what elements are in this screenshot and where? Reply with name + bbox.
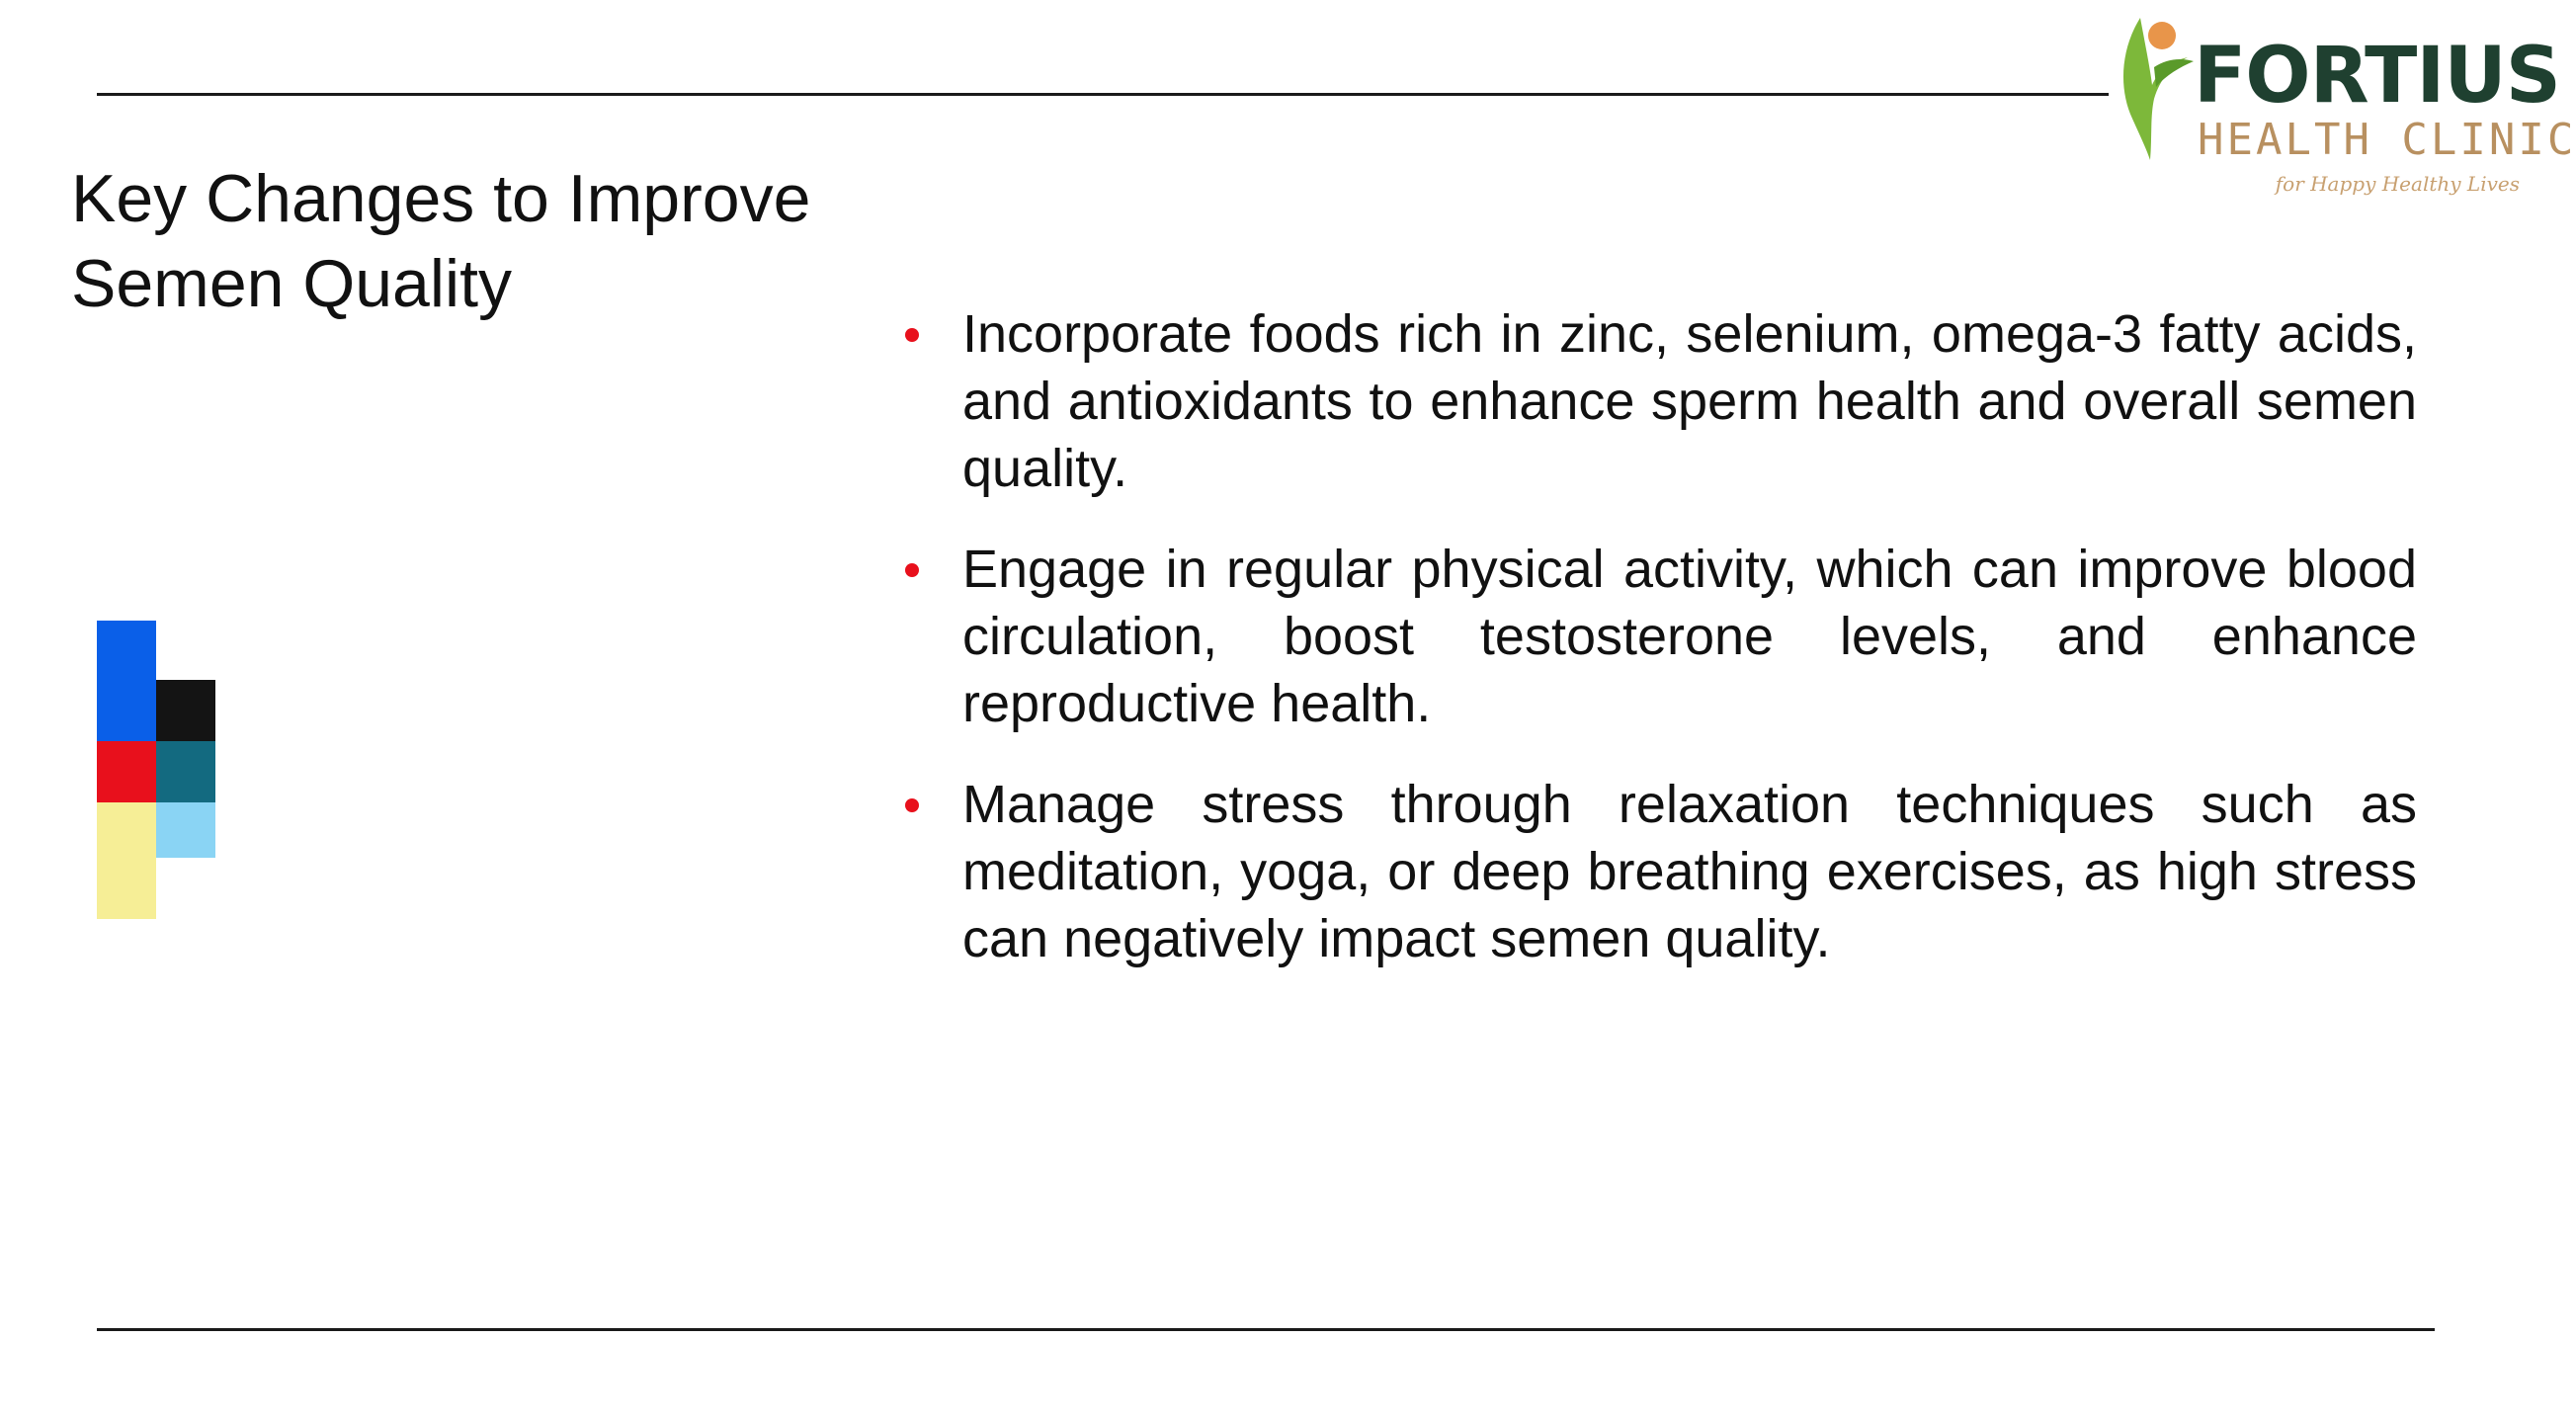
blue-block <box>97 621 156 741</box>
bullet-dot-icon <box>905 798 919 812</box>
bullet-item <box>905 771 2417 972</box>
slide-title: Key Changes to Improve Semen Quality <box>71 161 811 321</box>
bullet-text: Manage stress through relaxation techniques such as meditation, yoga, or deep breathing exercises, as high stress can negatively impact semen quality. <box>962 775 2417 968</box>
bullet-dot-icon <box>905 328 919 342</box>
bullet-text: Incorporate foods rich in zinc, selenium, omega-3 fatty acids, and antioxidants to enhance sperm health and overall semen quality. <box>962 304 2417 498</box>
logo-subtitle: HEALTH CLINIC <box>2198 115 2576 165</box>
bullet-dot-icon <box>905 563 919 577</box>
black-block <box>156 680 215 741</box>
leaf-figure-icon <box>2111 10 2200 168</box>
logo-tagline: for Happy Healthy Lives <box>2275 172 2520 196</box>
sky-blue-block <box>156 802 215 858</box>
clinic-logo <box>2111 10 2576 198</box>
teal-block <box>156 741 215 802</box>
top-divider <box>97 93 2109 96</box>
bullet-item <box>905 300 2417 502</box>
decorative-color-blocks <box>97 621 215 919</box>
bullet-text: Engage in regular physical activity, which can improve blood circulation, boost testosterone levels, and enhance reproductive health. <box>962 540 2417 733</box>
bullet-item <box>905 536 2417 737</box>
red-block <box>97 741 156 802</box>
bottom-divider <box>97 1328 2435 1331</box>
yellow-block <box>97 802 156 919</box>
logo-wordmark: FORTIUS <box>2194 32 2560 121</box>
bullet-list <box>905 300 2417 1006</box>
